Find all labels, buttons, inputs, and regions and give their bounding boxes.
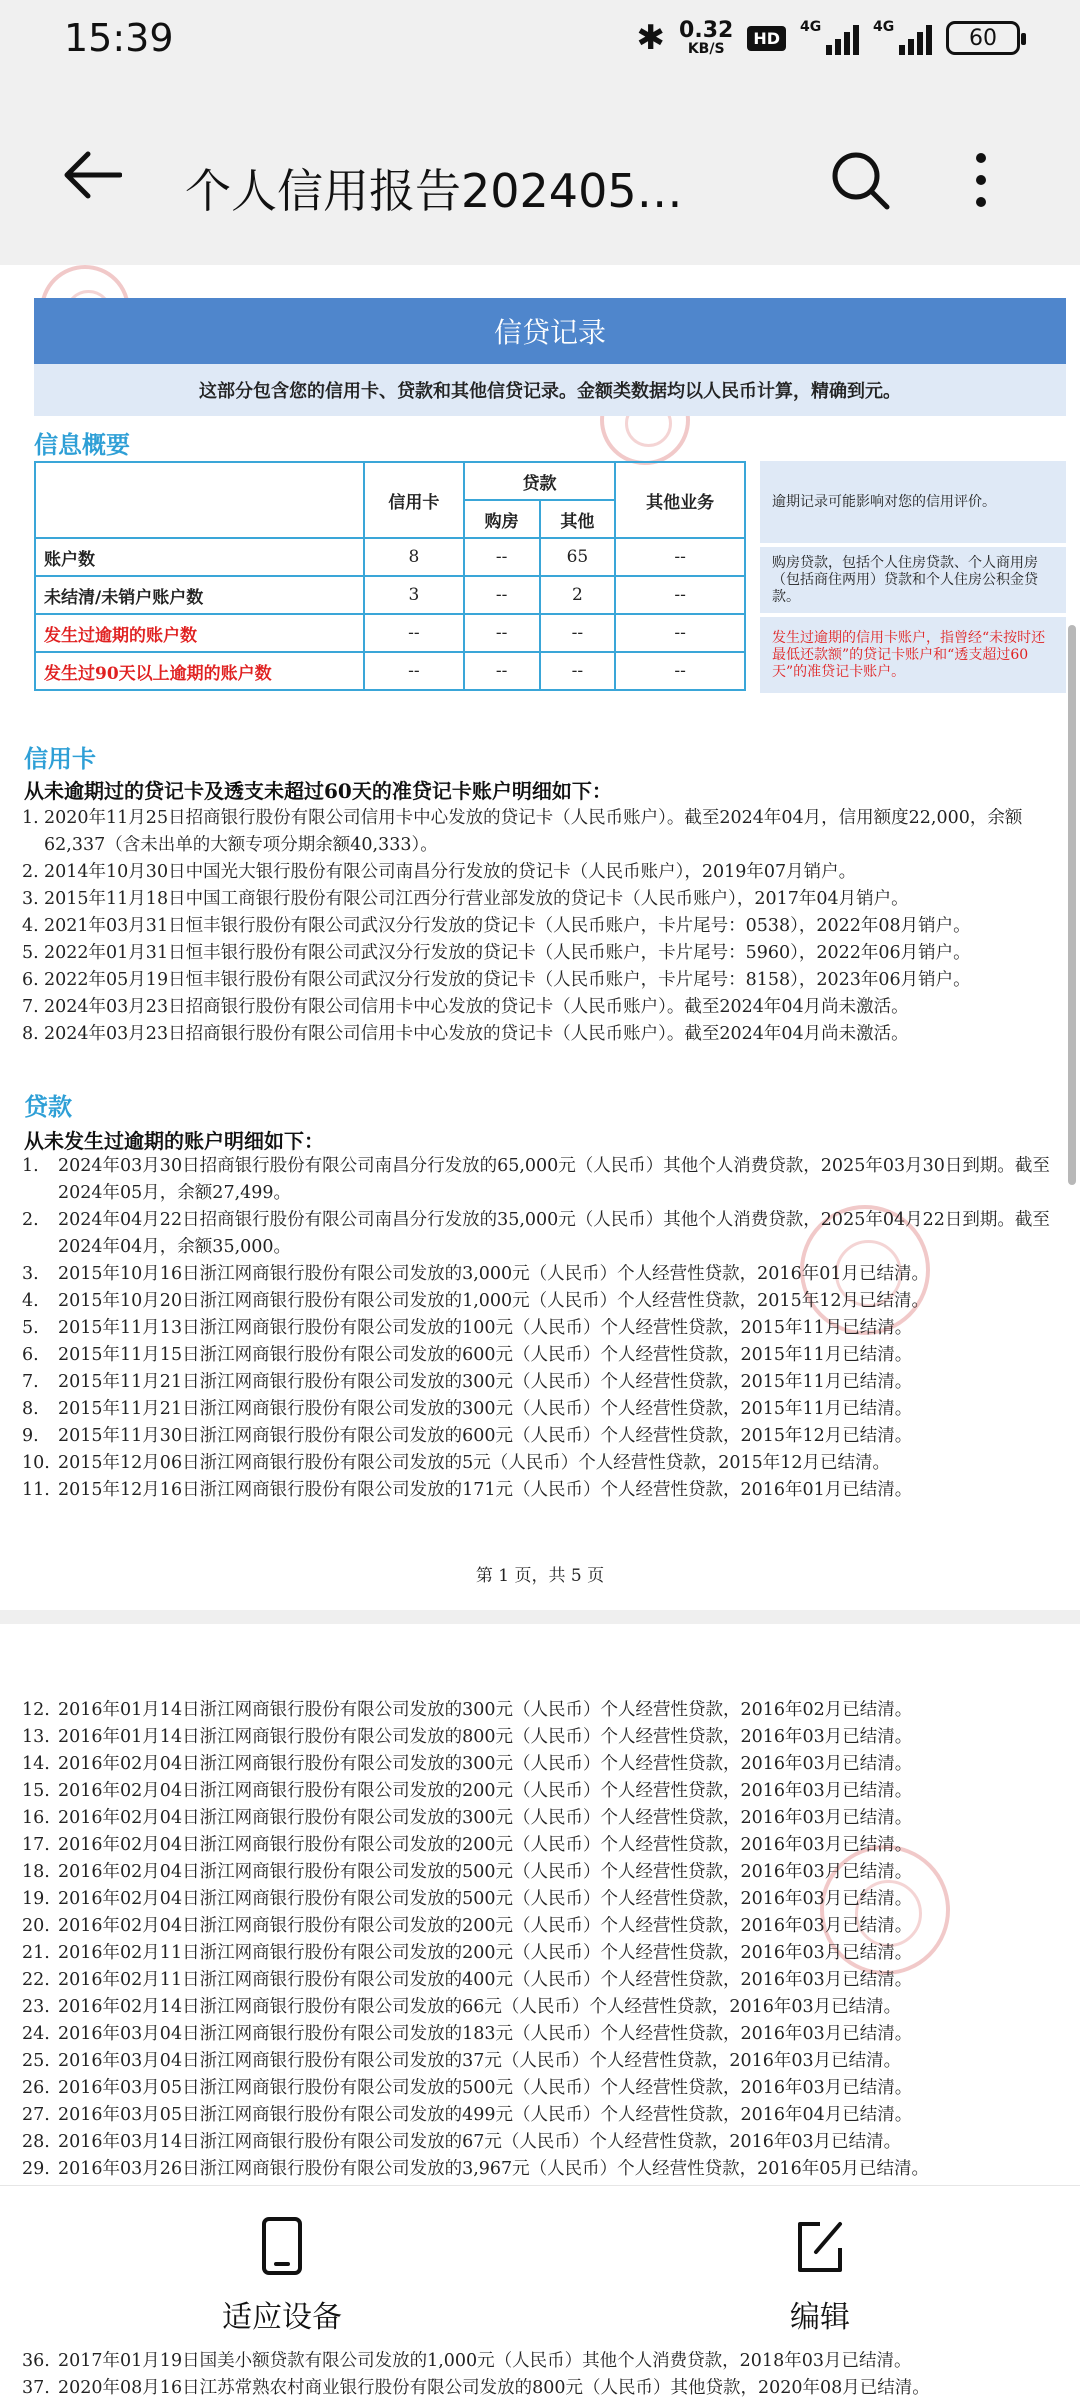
- bluetooth-icon: ✱: [636, 18, 666, 58]
- list-item: 16. 2016年02月04日浙江网商银行股份有限公司发放的300元（人民币）个人经营性贷款，2016年03月已结清。: [22, 1808, 913, 1828]
- credit-card-list: [22, 805, 1052, 1048]
- cell-other-business: --: [615, 576, 745, 614]
- list-item: 5. 2015年11月13日浙江网商银行股份有限公司发放的100元（人民币）个人经营性贷款，2015年11月已结清。: [22, 1318, 913, 1338]
- status-time: 15:39: [64, 16, 174, 60]
- list-item: 10. 2015年12月06日浙江网商银行股份有限公司发放的5元（人民币）个人经营性贷款，2015年12月已结清。: [22, 1453, 891, 1473]
- list-item: 1. 2020年11月25日招商银行股份有限公司信用卡中心发放的贷记卡（人民币账户）。截至2024年04月，信用额度22,000，余额62,337（含未出单的大额专项分期余额40,333）。: [22, 808, 1023, 855]
- cell-other-business: --: [615, 538, 745, 576]
- note-house-loan: 购房贷款，包括个人住房贷款、个人商用房（包括商住两用）贷款和个人住房公积金贷款。: [760, 547, 1066, 613]
- loan-section-title: 贷款: [24, 1093, 72, 1121]
- signal-label: 4G: [800, 19, 822, 35]
- net-speed: [679, 20, 733, 56]
- list-item: 12. 2016年01月14日浙江网商银行股份有限公司发放的300元（人民币）个人经营性贷款，2016年02月已结清。: [22, 1700, 913, 1720]
- cell-credit-card: --: [364, 614, 464, 652]
- list-item: 13. 2016年01月14日浙江网商银行股份有限公司发放的800元（人民币）个人经营性贷款，2016年03月已结清。: [22, 1727, 913, 1747]
- cell-other: 2: [540, 576, 616, 614]
- table-row: [35, 538, 745, 576]
- list-item: 22. 2016年02月11日浙江网商银行股份有限公司发放的400元（人民币）个人经营性贷款，2016年03月已结清。: [22, 1970, 913, 1990]
- list-item: 11. 2015年12月16日浙江网商银行股份有限公司发放的171元（人民币）个人经营性贷款，2016年01月已结清。: [22, 1480, 913, 1500]
- table-row: [35, 652, 745, 690]
- edit-label: 编辑: [790, 2300, 850, 2335]
- cell-house: --: [464, 652, 540, 690]
- table-header-other: 其他: [540, 500, 616, 538]
- list-item: 8. 2015年11月21日浙江网商银行股份有限公司发放的300元（人民币）个人经营性贷款，2015年11月已结清。: [22, 1399, 913, 1419]
- list-item: 2. 2014年10月30日中国光大银行股份有限公司南昌分行发放的贷记卡（人民币账户），2019年07月销户。: [22, 862, 857, 882]
- phone-icon: [261, 2216, 303, 2276]
- list-item: 6. 2015年11月15日浙江网商银行股份有限公司发放的600元（人民币）个人经营性贷款，2015年11月已结清。: [22, 1345, 913, 1365]
- list-item: 26. 2016年03月05日浙江网商银行股份有限公司发放的500元（人民币）个人经营性贷款，2016年03月已结清。: [22, 2078, 913, 2098]
- status-bar: [0, 0, 1080, 80]
- cell-other: --: [540, 614, 616, 652]
- list-item: 24. 2016年03月04日浙江网商银行股份有限公司发放的183元（人民币）个人经营性贷款，2016年03月已结清。: [22, 2024, 913, 2044]
- section-banner-subtitle: 这部分包含您的信用卡、贷款和其他信贷记录。金额类数据均以人民币计算，精确到元。: [34, 364, 1066, 416]
- list-item: 3. 2015年11月18日中国工商银行股份有限公司江西分行营业部发放的贷记卡（人民币账户），2017年04月销户。: [22, 889, 909, 909]
- note-overdue-definition: 发生过逾期的信用卡账户，指曾经“未按时还最低还款额”的贷记卡账户和“透支超过60天”的准贷记卡账户。: [760, 617, 1066, 693]
- list-item: 21. 2016年02月11日浙江网商银行股份有限公司发放的200元（人民币）个人经营性贷款，2016年03月已结清。: [22, 1943, 913, 1963]
- page-footer: 第 1 页，共 5 页: [475, 1566, 605, 1586]
- cell-other: --: [540, 652, 616, 690]
- list-item: 4. 2015年10月20日浙江网商银行股份有限公司发放的1,000元（人民币）个人经营性贷款，2015年12月已结清。: [22, 1291, 929, 1311]
- edit-button[interactable]: [720, 2216, 920, 2336]
- list-item: 4. 2021年03月31日恒丰银行股份有限公司武汉分行发放的贷记卡（人民币账户，卡片尾号：0538），2022年08月销户。: [22, 916, 971, 936]
- cell-credit-card: 8: [364, 538, 464, 576]
- hd-badge: HD: [747, 26, 786, 51]
- more-vert-icon[interactable]: [966, 150, 996, 210]
- fit-device-button[interactable]: [182, 2216, 382, 2336]
- list-item: 37. 2020年08月16日江苏常熟农村商业银行股份有限公司发放的800元（人民币）其他贷款，2020年08月已结清。: [22, 2378, 930, 2398]
- row-label: 发生过90天以上逾期的账户数: [35, 652, 364, 690]
- app-bar: [0, 80, 1080, 265]
- signal-label-2: 4G: [873, 19, 895, 35]
- list-item: 25. 2016年03月04日浙江网商银行股份有限公司发放的37元（人民币）个人经营性贷款，2016年03月已结清。: [22, 2051, 902, 2071]
- list-item: 1. 2024年03月30日招商银行股份有限公司南昌分行发放的65,000元（人民币）其他个人消费贷款，2025年03月30日到期。截至2024年05月，余额27,499。: [22, 1156, 1050, 1203]
- signal-icon-2: [873, 21, 932, 55]
- document-view[interactable]: [0, 265, 1080, 2185]
- loan-subtitle: 从未发生过逾期的账户明细如下：: [24, 1129, 324, 1153]
- edit-icon: [794, 2216, 846, 2276]
- section-banner: 信贷记录: [34, 298, 1066, 364]
- list-item: 17. 2016年02月04日浙江网商银行股份有限公司发放的200元（人民币）个人经营性贷款，2016年03月已结清。: [22, 1835, 913, 1855]
- cell-house: --: [464, 538, 540, 576]
- document-view-bottom[interactable]: [0, 2350, 1080, 2400]
- row-label: 发生过逾期的账户数: [35, 614, 364, 652]
- list-item: 5. 2022年01月31日恒丰银行股份有限公司武汉分行发放的贷记卡（人民币账户，卡片尾号：5960），2022年06月销户。: [22, 943, 971, 963]
- bottom-toolbar: [0, 2185, 1080, 2350]
- overview-title: 信息概要: [34, 431, 130, 459]
- signal-icon: [800, 21, 859, 55]
- list-item: 23. 2016年02月14日浙江网商银行股份有限公司发放的66元（人民币）个人经营性贷款，2016年03月已结清。: [22, 1997, 902, 2017]
- list-item: 7. 2015年11月21日浙江网商银行股份有限公司发放的300元（人民币）个人经营性贷款，2015年11月已结清。: [22, 1372, 913, 1392]
- list-item: 3. 2015年10月16日浙江网商银行股份有限公司发放的3,000元（人民币）个人经营性贷款，2016年01月已结清。: [22, 1264, 929, 1284]
- list-item: 36. 2017年01月19日国美小额贷款有限公司发放的1,000元（人民币）其他个人消费贷款，2018年03月已结清。: [22, 2351, 912, 2371]
- note-overdue-impact: 逾期记录可能影响对您的信用评价。: [760, 461, 1066, 543]
- fit-device-label: 适应设备: [222, 2300, 342, 2335]
- table-header-house: 购房: [464, 500, 540, 538]
- list-item: 29. 2016年03月26日浙江网商银行股份有限公司发放的3,967元（人民币）个人经营性贷款，2016年05月已结清。: [22, 2159, 929, 2179]
- cell-house: --: [464, 614, 540, 652]
- list-item: 28. 2016年03月14日浙江网商银行股份有限公司发放的67元（人民币）个人经营性贷款，2016年03月已结清。: [22, 2132, 902, 2152]
- table-corner-cell: [35, 462, 364, 538]
- net-speed-unit: KB/S: [687, 41, 725, 57]
- scrollbar-thumb[interactable]: [1068, 625, 1076, 1185]
- list-item: 6. 2022年05月19日恒丰银行股份有限公司武汉分行发放的贷记卡（人民币账户，卡片尾号：8158），2023年06月销户。: [22, 970, 971, 990]
- back-arrow-icon[interactable]: [62, 150, 122, 200]
- list-item: 27. 2016年03月05日浙江网商银行股份有限公司发放的499元（人民币）个人经营性贷款，2016年04月已结清。: [22, 2105, 913, 2125]
- list-item: 8. 2024年03月23日招商银行股份有限公司信用卡中心发放的贷记卡（人民币账户）。截至2024年04月尚未激活。: [22, 1024, 909, 1044]
- side-notes: [760, 461, 1066, 697]
- cell-house: --: [464, 576, 540, 614]
- table-row: [35, 614, 745, 652]
- status-icons: [637, 18, 1020, 58]
- cell-other-business: --: [615, 614, 745, 652]
- list-item: 14. 2016年02月04日浙江网商银行股份有限公司发放的300元（人民币）个人经营性贷款，2016年03月已结清。: [22, 1754, 913, 1774]
- list-item: 9. 2015年11月30日浙江网商银行股份有限公司发放的600元（人民币）个人经营性贷款，2015年12月已结清。: [22, 1426, 913, 1446]
- loan-list: [22, 1153, 1052, 1504]
- battery-icon: [946, 21, 1020, 55]
- overview-table: [34, 461, 746, 691]
- cell-credit-card: --: [364, 652, 464, 690]
- credit-card-section-title: 信用卡: [24, 745, 96, 773]
- loan-list-continued: [22, 1697, 1052, 2183]
- table-header-other-business: 其他业务: [615, 462, 745, 538]
- row-label: 未结清/未销户账户数: [35, 576, 364, 614]
- table-header-credit-card: 信用卡: [364, 462, 464, 538]
- search-icon[interactable]: [830, 150, 890, 210]
- list-item: 20. 2016年02月04日浙江网商银行股份有限公司发放的200元（人民币）个人经营性贷款，2016年03月已结清。: [22, 1916, 913, 1936]
- loan-list-tail: [22, 2350, 1052, 2400]
- battery-level: 60: [969, 25, 997, 51]
- document-title: 个人信用报告202405…: [185, 164, 683, 218]
- cell-credit-card: 3: [364, 576, 464, 614]
- list-item: 2. 2024年04月22日招商银行股份有限公司南昌分行发放的35,000元（人民币）其他个人消费贷款，2025年04月22日到期。截至2024年04月，余额35,000。: [22, 1210, 1050, 1257]
- cell-other: 65: [540, 538, 616, 576]
- list-item: 15. 2016年02月04日浙江网商银行股份有限公司发放的200元（人民币）个人经营性贷款，2016年03月已结清。: [22, 1781, 913, 1801]
- row-label: 账户数: [35, 538, 364, 576]
- list-item: 7. 2024年03月23日招商银行股份有限公司信用卡中心发放的贷记卡（人民币账户）。截至2024年04月尚未激活。: [22, 997, 909, 1017]
- cell-other-business: --: [615, 652, 745, 690]
- list-item: 18. 2016年02月04日浙江网商银行股份有限公司发放的500元（人民币）个人经营性贷款，2016年03月已结清。: [22, 1862, 913, 1882]
- table-header-loan: 贷款: [464, 462, 616, 500]
- table-row: [35, 576, 745, 614]
- page-separator: [0, 1610, 1080, 1624]
- credit-card-subtitle: 从未逾期过的贷记卡及透支未超过60天的准贷记卡账户明细如下：: [24, 779, 612, 803]
- net-speed-value: 0.32: [679, 18, 734, 43]
- list-item: 19. 2016年02月04日浙江网商银行股份有限公司发放的500元（人民币）个人经营性贷款，2016年03月已结清。: [22, 1889, 913, 1909]
